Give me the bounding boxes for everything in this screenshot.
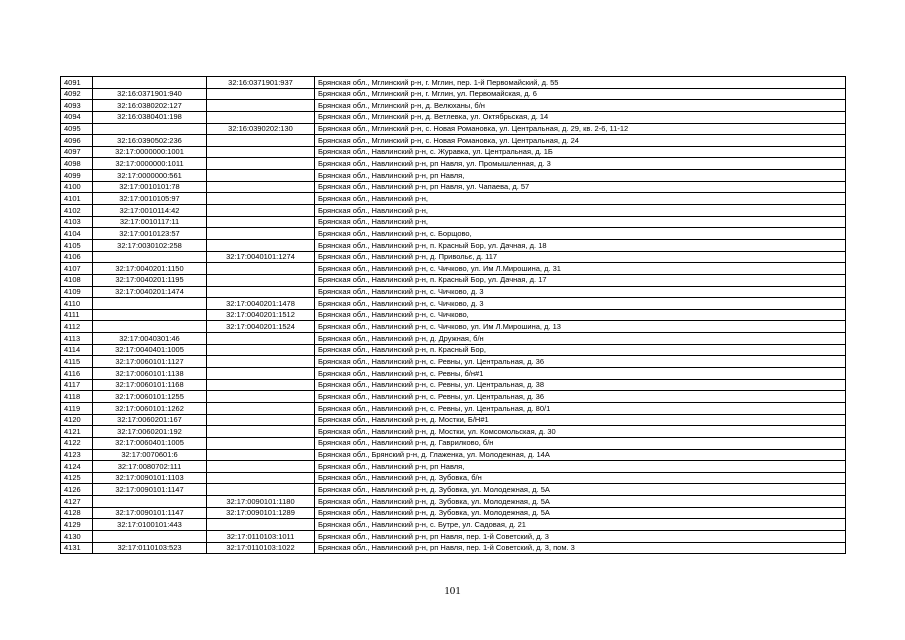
cadastral-number-cell: 32:17:0010114:42 — [93, 205, 207, 217]
row-number-cell: 4123 — [61, 449, 93, 461]
table-row — [61, 158, 846, 170]
cadastral-number-cell: 32:17:0060101:1262 — [93, 402, 207, 414]
address-cell: Брянская обл., Навлинский р-н, д. Привольє, д. 117 — [315, 251, 846, 263]
table-row — [61, 530, 846, 542]
cadastral-number-secondary-cell — [207, 181, 315, 193]
cadastral-number-secondary-cell: 32:16:0371901:937 — [207, 77, 315, 89]
cadastral-number-secondary-cell — [207, 461, 315, 473]
row-number-cell: 4107 — [61, 263, 93, 275]
cadastral-number-cell: 32:17:0090101:1147 — [93, 507, 207, 519]
table-row — [61, 135, 846, 147]
cadastral-number-secondary-cell: 32:17:0040201:1524 — [207, 321, 315, 333]
cadastral-number-cell: 32:17:0060101:1255 — [93, 391, 207, 403]
address-cell: Брянская обл., Навлинский р-н, рп Навля, пер. 1-й Советский, д. 3, пом. 3 — [315, 542, 846, 554]
row-number-cell: 4112 — [61, 321, 93, 333]
row-number-cell: 4131 — [61, 542, 93, 554]
address-cell: Брянская обл., Навлинский р-н, д. Мостки, ул. Комсомольская, д. 30 — [315, 426, 846, 438]
cadastral-number-secondary-cell — [207, 263, 315, 275]
cadastral-number-secondary-cell — [207, 368, 315, 380]
row-number-cell: 4118 — [61, 391, 93, 403]
address-cell: Брянская обл., Навлинский р-н, — [315, 216, 846, 228]
cadastral-number-secondary-cell: 32:17:0110103:1022 — [207, 542, 315, 554]
cadastral-number-secondary-cell — [207, 158, 315, 170]
row-number-cell: 4130 — [61, 530, 93, 542]
address-cell: Брянская обл., Брянский р-н, д. Глаженка, ул. Молодежная, д. 14А — [315, 449, 846, 461]
table-row — [61, 449, 846, 461]
row-number-cell: 4096 — [61, 135, 93, 147]
table-row — [61, 519, 846, 531]
table-row — [61, 228, 846, 240]
address-cell: Брянская обл., Навлинский р-н, с. Чичково, д. 3 — [315, 298, 846, 310]
row-number-cell: 4120 — [61, 414, 93, 426]
cadastral-number-cell: 32:16:0390502:236 — [93, 135, 207, 147]
row-number-cell: 4094 — [61, 111, 93, 123]
cadastral-number-cell: 32:16:0380401:198 — [93, 111, 207, 123]
row-number-cell: 4128 — [61, 507, 93, 519]
table-row — [61, 484, 846, 496]
table-row — [61, 239, 846, 251]
address-cell: Брянская обл., Навлинский р-н, с. Бутре, ул. Садовая, д. 21 — [315, 519, 846, 531]
address-cell: Брянская обл., Навлинский р-н, с. Чичково, ул. Им Л.Мирошина, д. 31 — [315, 263, 846, 275]
row-number-cell: 4092 — [61, 88, 93, 100]
address-cell: Брянская обл., Навлинский р-н, д. Зубовка, б/н — [315, 472, 846, 484]
address-cell: Брянская обл., Навлинский р-н, п. Красный Бор, — [315, 344, 846, 356]
cadastral-number-secondary-cell — [207, 135, 315, 147]
table-row — [61, 368, 846, 380]
table-row — [61, 461, 846, 473]
cadastral-number-secondary-cell — [207, 146, 315, 158]
cadastral-number-cell — [93, 77, 207, 89]
address-cell: Брянская обл., Навлинский р-н, с. Чичково, д. 3 — [315, 286, 846, 298]
table-row — [61, 321, 846, 333]
table-row — [61, 309, 846, 321]
cadastral-number-secondary-cell: 32:17:0040201:1512 — [207, 309, 315, 321]
cadastral-number-secondary-cell — [207, 239, 315, 251]
table-row — [61, 437, 846, 449]
address-cell: Брянская обл., Мглинский р-н, с. Новая Романовка, ул. Центральная, д. 24 — [315, 135, 846, 147]
table-row — [61, 426, 846, 438]
address-cell: Брянская обл., Навлинский р-н, рп Навля, — [315, 170, 846, 182]
row-number-cell: 4127 — [61, 496, 93, 508]
table-row — [61, 414, 846, 426]
row-number-cell: 4108 — [61, 274, 93, 286]
cadastral-number-cell — [93, 123, 207, 135]
cadastral-number-cell: 32:17:0010105:97 — [93, 193, 207, 205]
cadastral-number-cell — [93, 530, 207, 542]
row-number-cell: 4119 — [61, 402, 93, 414]
row-number-cell: 4122 — [61, 437, 93, 449]
cadastral-number-secondary-cell — [207, 333, 315, 345]
cadastral-number-cell: 32:17:0060401:1005 — [93, 437, 207, 449]
address-cell: Брянская обл., Навлинский р-н, п. Красный Бор, ул. Дачная, д. 18 — [315, 239, 846, 251]
cadastral-number-secondary-cell: 32:17:0110103:1011 — [207, 530, 315, 542]
table-row — [61, 193, 846, 205]
row-number-cell: 4109 — [61, 286, 93, 298]
address-cell: Брянская обл., Навлинский р-н, — [315, 193, 846, 205]
address-cell: Брянская обл., Навлинский р-н, с. Борщово, — [315, 228, 846, 240]
row-number-cell: 4106 — [61, 251, 93, 263]
cadastral-number-secondary-cell — [207, 437, 315, 449]
cadastral-number-secondary-cell — [207, 426, 315, 438]
table-row — [61, 379, 846, 391]
row-number-cell: 4117 — [61, 379, 93, 391]
cadastral-number-cell: 32:17:0030102:258 — [93, 239, 207, 251]
cadastral-number-cell — [93, 298, 207, 310]
cadastral-number-cell: 32:17:0100101:443 — [93, 519, 207, 531]
row-number-cell: 4126 — [61, 484, 93, 496]
table-row — [61, 298, 846, 310]
row-number-cell: 4099 — [61, 170, 93, 182]
cadastral-number-cell: 32:17:0090101:1103 — [93, 472, 207, 484]
cadastral-number-secondary-cell — [207, 286, 315, 298]
cadastral-number-secondary-cell — [207, 170, 315, 182]
table-row — [61, 146, 846, 158]
address-cell: Брянская обл., Навлинский р-н, рп Навля, ул. Промышленная, д. 3 — [315, 158, 846, 170]
cadastral-number-secondary-cell — [207, 100, 315, 112]
table-row — [61, 123, 846, 135]
cadastral-number-cell: 32:17:0000000:1001 — [93, 146, 207, 158]
cadastral-number-cell: 32:17:0070601:6 — [93, 449, 207, 461]
address-cell: Брянская обл., Навлинский р-н, с. Ревны, ул. Центральная, д. 38 — [315, 379, 846, 391]
row-number-cell: 4111 — [61, 309, 93, 321]
registry-table — [60, 76, 846, 554]
page-number: 101 — [444, 585, 461, 597]
row-number-cell: 4101 — [61, 193, 93, 205]
row-number-cell: 4102 — [61, 205, 93, 217]
table-row — [61, 100, 846, 112]
table-row — [61, 216, 846, 228]
address-cell: Брянская обл., Навлинский р-н, п. Красный Бор, ул. Дачная, д. 17 — [315, 274, 846, 286]
cadastral-number-cell: 32:17:0010123:57 — [93, 228, 207, 240]
address-cell: Брянская обл., Навлинский р-н, с. Ревны, ул. Центральная, д. 36 — [315, 391, 846, 403]
table-row — [61, 88, 846, 100]
row-number-cell: 4104 — [61, 228, 93, 240]
cadastral-number-cell — [93, 251, 207, 263]
row-number-cell: 4125 — [61, 472, 93, 484]
cadastral-number-secondary-cell — [207, 379, 315, 391]
cadastral-number-secondary-cell — [207, 228, 315, 240]
cadastral-number-secondary-cell: 32:17:0040201:1478 — [207, 298, 315, 310]
cadastral-number-secondary-cell — [207, 472, 315, 484]
cadastral-number-secondary-cell — [207, 344, 315, 356]
row-number-cell: 4100 — [61, 181, 93, 193]
cadastral-number-secondary-cell — [207, 274, 315, 286]
row-number-cell: 4121 — [61, 426, 93, 438]
address-cell: Брянская обл., Навлинский р-н, д. Зубовка, ул. Молодежная, д. 5А — [315, 484, 846, 496]
cadastral-number-cell — [93, 496, 207, 508]
cadastral-number-cell: 32:17:0060201:167 — [93, 414, 207, 426]
table-row — [61, 170, 846, 182]
row-number-cell: 4098 — [61, 158, 93, 170]
address-cell: Брянская обл., Навлинский р-н, д. Гаврилково, б/н — [315, 437, 846, 449]
address-cell: Брянская обл., Навлинский р-н, с. Чичково, ул. Им Л.Мирошина, д. 13 — [315, 321, 846, 333]
cadastral-number-cell: 32:17:0010117:11 — [93, 216, 207, 228]
address-cell: Брянская обл., Навлинский р-н, с. Ревны, б/н#1 — [315, 368, 846, 380]
table-row — [61, 251, 846, 263]
address-cell: Брянская обл., Навлинский р-н, рп Навля, ул. Чапаева, д. 57 — [315, 181, 846, 193]
cadastral-number-secondary-cell — [207, 402, 315, 414]
table-row — [61, 205, 846, 217]
cadastral-number-secondary-cell: 32:16:0390202:130 — [207, 123, 315, 135]
row-number-cell: 4115 — [61, 356, 93, 368]
row-number-cell: 4129 — [61, 519, 93, 531]
cadastral-number-secondary-cell — [207, 193, 315, 205]
cadastral-number-cell: 32:17:0040401:1005 — [93, 344, 207, 356]
row-number-cell: 4093 — [61, 100, 93, 112]
cadastral-number-secondary-cell — [207, 484, 315, 496]
address-cell: Брянская обл., Навлинский р-н, д. Мостки, Б/Н#1 — [315, 414, 846, 426]
cadastral-number-cell: 32:17:0060101:1127 — [93, 356, 207, 368]
cadastral-number-cell: 32:17:0040201:1474 — [93, 286, 207, 298]
row-number-cell: 4103 — [61, 216, 93, 228]
table-row — [61, 356, 846, 368]
address-cell: Брянская обл., Навлинский р-н, — [315, 205, 846, 217]
table-row — [61, 391, 846, 403]
row-number-cell: 4116 — [61, 368, 93, 380]
cadastral-number-cell: 32:17:0080702:111 — [93, 461, 207, 473]
address-cell: Брянская обл., Навлинский р-н, с. Ревны, ул. Центральная, д. 80/1 — [315, 402, 846, 414]
row-number-cell: 4113 — [61, 333, 93, 345]
cadastral-number-cell: 32:17:0110103:523 — [93, 542, 207, 554]
cadastral-number-cell: 32:17:0000000:1011 — [93, 158, 207, 170]
cadastral-number-secondary-cell — [207, 205, 315, 217]
row-number-cell: 4105 — [61, 239, 93, 251]
row-number-cell: 4097 — [61, 146, 93, 158]
table-row — [61, 286, 846, 298]
address-cell: Брянская обл., Навлинский р-н, рп Навля, — [315, 461, 846, 473]
address-cell: Брянская обл., Навлинский р-н, д. Зубовка, ул. Молодежная, д. 5А — [315, 496, 846, 508]
address-cell: Брянская обл., Мглинский р-н, г. Мглин, пер. 1-й Первомайский, д. 55 — [315, 77, 846, 89]
row-number-cell: 4095 — [61, 123, 93, 135]
address-cell: Брянская обл., Навлинский р-н, с. Чичково, — [315, 309, 846, 321]
cadastral-number-cell: 32:17:0060101:1168 — [93, 379, 207, 391]
table-row — [61, 542, 846, 554]
registry-table-body — [61, 77, 846, 554]
address-cell: Брянская обл., Навлинский р-н, с. Журавка, ул. Центральная, д. 1Б — [315, 146, 846, 158]
cadastral-number-secondary-cell — [207, 519, 315, 531]
address-cell: Брянская обл., Навлинский р-н, д. Дружная, б/н — [315, 333, 846, 345]
table-row — [61, 402, 846, 414]
cadastral-number-cell: 32:17:0040201:1150 — [93, 263, 207, 275]
address-cell: Брянская обл., Мглинский р-н, г. Мглин, ул. Первомайская, д. 6 — [315, 88, 846, 100]
cadastral-number-secondary-cell — [207, 414, 315, 426]
cadastral-number-secondary-cell: 32:17:0090101:1180 — [207, 496, 315, 508]
table-row — [61, 181, 846, 193]
table-row — [61, 472, 846, 484]
cadastral-number-secondary-cell: 32:17:0040101:1274 — [207, 251, 315, 263]
row-number-cell: 4110 — [61, 298, 93, 310]
cadastral-number-secondary-cell — [207, 391, 315, 403]
cadastral-number-secondary-cell — [207, 356, 315, 368]
cadastral-number-secondary-cell: 32:17:0090101:1289 — [207, 507, 315, 519]
address-cell: Брянская обл., Мглинский р-н, д. Ветлевка, ул. Октябрьская, д. 14 — [315, 111, 846, 123]
cadastral-number-secondary-cell — [207, 449, 315, 461]
cadastral-number-cell: 32:17:0040301:46 — [93, 333, 207, 345]
row-number-cell: 4124 — [61, 461, 93, 473]
cadastral-number-cell: 32:17:0040201:1195 — [93, 274, 207, 286]
cadastral-number-cell: 32:17:0000000:561 — [93, 170, 207, 182]
cadastral-number-cell — [93, 309, 207, 321]
table-row — [61, 263, 846, 275]
cadastral-number-cell: 32:17:0060101:1138 — [93, 368, 207, 380]
address-cell: Брянская обл., Мглинский р-н, с. Новая Романовка, ул. Центральная, д. 29, кв. 2-6, 11-12 — [315, 123, 846, 135]
cadastral-number-secondary-cell — [207, 111, 315, 123]
table-row — [61, 507, 846, 519]
address-cell: Брянская обл., Мглинский р-н, д. Велюханы, б/н — [315, 100, 846, 112]
address-cell: Брянская обл., Навлинский р-н, д. Зубовка, ул. Молодежная, д. 5А — [315, 507, 846, 519]
table-row — [61, 111, 846, 123]
table-row — [61, 77, 846, 89]
address-cell: Брянская обл., Навлинский р-н, рп Навля, пер. 1-й Советский, д. 3 — [315, 530, 846, 542]
cadastral-number-cell: 32:17:0060201:192 — [93, 426, 207, 438]
cadastral-number-secondary-cell — [207, 88, 315, 100]
address-cell: Брянская обл., Навлинский р-н, с. Ревны, ул. Центральная, д. 36 — [315, 356, 846, 368]
table-row — [61, 274, 846, 286]
row-number-cell: 4091 — [61, 77, 93, 89]
cadastral-number-cell: 32:17:0010101:78 — [93, 181, 207, 193]
cadastral-number-secondary-cell — [207, 216, 315, 228]
table-row — [61, 333, 846, 345]
cadastral-number-cell — [93, 321, 207, 333]
cadastral-number-cell: 32:16:0380202:127 — [93, 100, 207, 112]
table-row — [61, 496, 846, 508]
row-number-cell: 4114 — [61, 344, 93, 356]
table-row — [61, 344, 846, 356]
cadastral-number-cell: 32:16:0371901:940 — [93, 88, 207, 100]
cadastral-number-cell: 32:17:0090101:1147 — [93, 484, 207, 496]
